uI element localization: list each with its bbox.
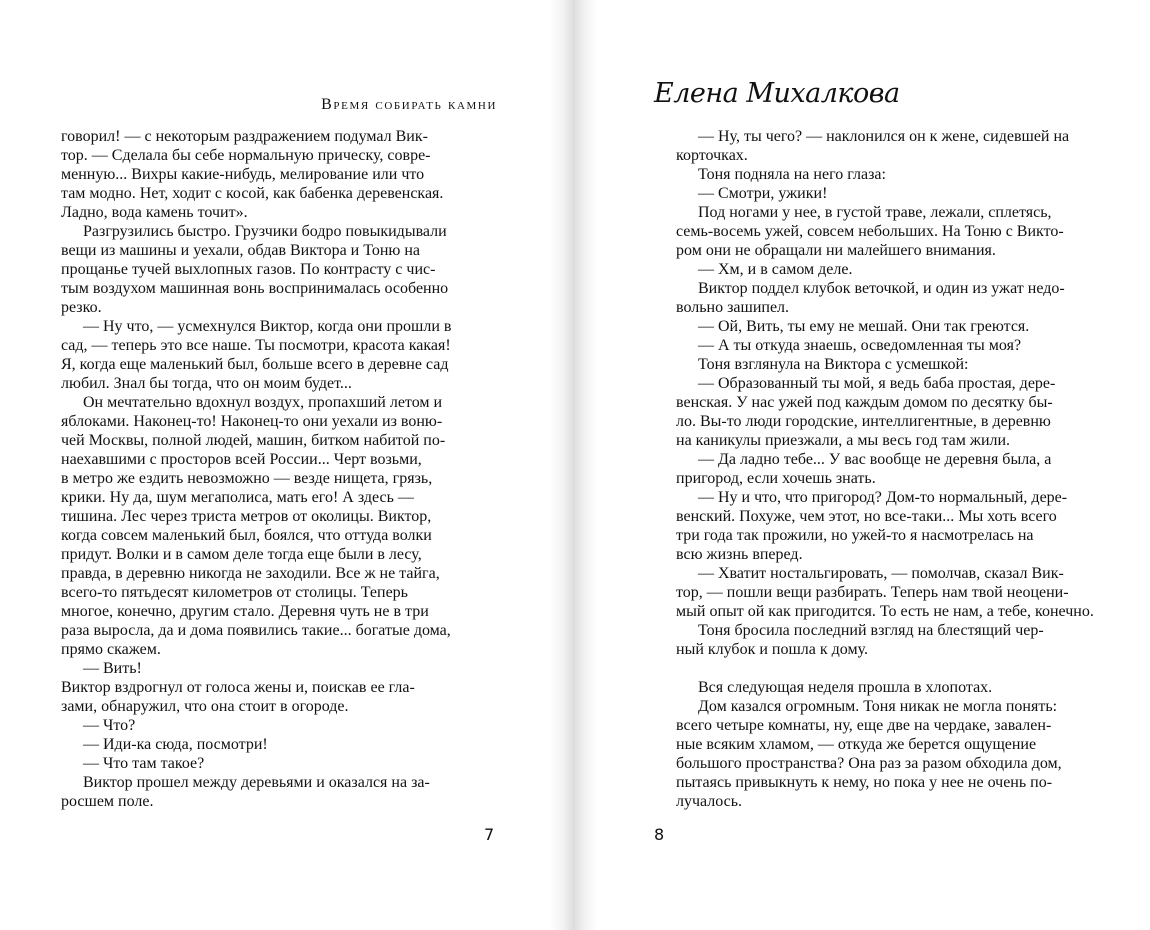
paragraph: — Иди-ка сюда, посмотри! — [83, 736, 268, 753]
paragraph: — Что? — [83, 717, 136, 734]
paragraph: — Смотри, ужики! — [698, 185, 828, 202]
paragraph: Он мечтательно вдохнул воздух, пропахший летом и яблоками. Наконец-то! Наконец-то они уехали из воню- чей Москвы, полной людей, машин, битком набитой по- наехавшими с просторов всей России... Черт возьми, в метро же ездить невозможно — везде нищета, грязь, крики. Ну да, шум мегаполиса, мать его! А здесь — тишина. Лес через триста метров от околицы. Виктор, когда совсем маленький был, боялся, что оттуда волки придут. Волки и в самом деле тогда еще были в лесу, правда, в деревню никогда не заходили. Все ж не тайга, всего-то пятьдесят километров от столицы. Теперь многое, конечно, другим стало. Деревня чуть не в три раза выросла, да и дома появились такие... богатые дома, прямо скажем. — [61, 394, 451, 658]
paragraph: — А ты откуда знаешь, осведомленная ты моя? — [698, 337, 1022, 354]
paragraph: Вся следующая неделя прошла в хлопотах. — [698, 679, 993, 696]
right-page — [575, 0, 1150, 930]
paragraph: Разгрузились быстро. Грузчики бодро повыкидывали вещи из машины и уехали, обдав Виктора и Тоню на прощанье тучей выхлопных газов. По контрасту с чис- тым воздухом машинная вонь воспринималась особенно резко. — [61, 223, 449, 316]
paragraph: — Ну, ты чего? — наклонился он к жене, сидевшей на корточках. — [676, 128, 1070, 164]
paragraph: — Образованный ты мой, я ведь баба простая, дере- венская. У нас ужей под каждым домом по десятку бы- ло. Вы-то люди городские, интеллигентные, в деревню на каникулы приезжали, а мы весь год там жили. — [676, 375, 1056, 449]
paragraph: — Хм, и в самом деле. — [698, 261, 853, 278]
left-gutter-shadow — [549, 0, 575, 930]
right-gutter-shadow — [575, 0, 597, 930]
right-page-text — [676, 127, 1112, 811]
paragraph: — Ну что, — усмехнулся Виктор, когда они прошли в сад, — теперь это все наше. Ты посмотри, красота какая! Я, когда еще маленький был, больше всего в деревне сад любил. Знал бы тогда, что он моим будет... — [61, 318, 452, 392]
paragraph: — Ну и что, что пригород? Дом-то нормальный, дере- венский. Похуже, чем этот, но все-таки... Мы хоть всего три года так прожили, но ужей-то я насмотрелась на всю жизнь вперед. — [676, 489, 1068, 563]
paragraph: — Да ладно тебе... У вас вообще не деревня была, а пригород, если хочешь знать. — [676, 451, 1052, 487]
running-header-author: Елена Михалкова — [654, 78, 900, 109]
page-number: 8 — [654, 825, 665, 844]
paragraph: говорил! — с некоторым раздражением подумал Вик- тор. — Сделала бы себе нормальную прическу, совре- менную... Вихры какие-нибудь, мелирование или что там модно. Нет, ходит с косой, как бабенка деревенская. Ладно, вода камень точит». — [61, 128, 444, 221]
paragraph: Виктор прошел между деревьями и оказался на за- росшем поле. — [61, 774, 430, 810]
paragraph: Виктор вздрогнул от голоса жены и, поискав ее гла- зами, обнаружил, что она стоит в огороде. — [61, 679, 415, 715]
paragraph: Виктор поддел клубок веточкой, и один из ужат недо- вольно зашипел. — [676, 280, 1065, 316]
paragraph: Под ногами у нее, в густой траве, лежали, сплетясь, семь-восемь ужей, совсем небольших. На Тоню с Викто- ром они не обращали ни малейшего внимания. — [676, 204, 1064, 259]
paragraph: Тоня бросила последний взгляд на блестящий чер- ный клубок и пошла к дому. — [676, 622, 1044, 658]
paragraph: Тоня подняла на него глаза: — [698, 166, 886, 183]
page-number: 7 — [484, 825, 495, 844]
paragraph: — Вить! — [83, 660, 142, 677]
running-header-title: Время собирать камни — [321, 96, 497, 113]
paragraph: — Ой, Вить, ты ему не мешай. Они так греются. — [698, 318, 1030, 335]
left-page-text — [61, 127, 497, 811]
paragraph: — Хватит ностальгировать, — помолчав, сказал Вик- тор, — пошли вещи разбирать. Теперь нам твой неоцени- мый опыт ой как пригодится. То есть не нам, а тебе, конечно. — [676, 565, 1094, 620]
paragraph: Тоня взглянула на Виктора с усмешкой: — [698, 356, 969, 373]
paragraph: Дом казался огромным. Тоня никак не могла понять: всего четыре комнаты, ну, еще две на чердаке, завален- ные всяким хламом, — откуда же берется ощущение большого пространства? Она раз за разом обходила дом, пытаясь привыкнуть к нему, но пока у нее не очень по- лучалось. — [676, 698, 1062, 810]
paragraph: — Что там такое? — [83, 755, 205, 772]
